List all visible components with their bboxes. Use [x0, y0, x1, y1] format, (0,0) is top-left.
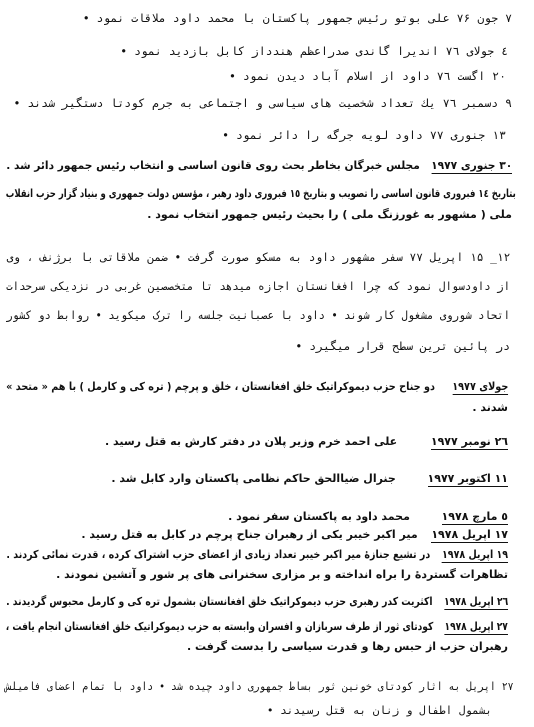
entry-date: ٢٦ اپریل ۱۹۷۸: [443, 595, 508, 608]
paragraph-line: بشمول اطفال و زنان به قتل رسیدند •: [266, 704, 492, 717]
entry-line: ۹ دسمبر ۷٦ یك تعداد شخصیت های سیاسی و اجتماعی به جرم کودتا دستگیر شدند •: [13, 96, 512, 110]
entry-line: رهبران حزب از حبس رها و قدرت سیاسی را بدست گرفت .: [186, 640, 508, 653]
entry-date: جولای ۱۹۷۷: [451, 380, 508, 393]
entry-date: ۳۰ جنوری ۱۹۷۷: [430, 159, 512, 172]
entry-text: میر اکبر خیبر یکی از رهبران جناح پرچم در کابل به قتل رسید .: [81, 528, 418, 541]
entry-row: [6, 378, 508, 395]
entry-text: کودتای ثور از طرف سربازان و افسران وابسته به حزب دیموکراتیک خلق افغانستان انجام یافت ،: [5, 620, 434, 633]
entry-row: [81, 526, 508, 543]
entry-line: بتاریخ ١٤ فبروری قانون اساسی را تصویب و بتاریخ ١٥ فبروری داود رهبر ، مؤسس دولت جمهوری و بنیاد گزار حزب انقلاب: [5, 187, 516, 200]
entry-date: ١١ اکتوبر ۱۹۷۷: [427, 472, 508, 485]
entry-row: [228, 508, 508, 525]
paragraph-line: از داودسوال نمود که چرا افغانستان اجازه میدهد تا متخصصین غربی در نزدیکی سرحدات: [6, 279, 510, 293]
entry-row: [6, 593, 508, 610]
entry-date: ٢٦ نومبر ۱۹۷۷: [430, 435, 508, 448]
entry-line: تظاهرات گستردهٔ را براه انداخته و بر مزاری سخنرانی های پر شور و آتشین نمودند .: [56, 568, 508, 581]
entry-row: [6, 546, 508, 563]
paragraph-line: ۲۷ اپریل به اثار کودتای خونین ثور بساط جمهوری داود چیده شد • داود با تمام اعضای فامیلش: [5, 680, 514, 693]
entry-line: ٤ جولای ۷٦ اندیرا گاندی صدراعظم هندداز کابل بازدید نمود •: [120, 44, 508, 58]
paragraph-line: ۱۲_ ۱۵ اپریل ۷۷ سفر مشهور داود به مسکو صورت گرفت • ضمن ملاقاتی با برژنف ، وی: [6, 250, 510, 264]
entry-date: ١٩ اپریل ۱۹۷۸: [441, 548, 508, 561]
entry-row: [6, 618, 508, 635]
entry-line: ۱۳ جنوری ۷۷ داود لویه جرگه را دائر نمود •: [222, 128, 506, 142]
entry-row: [6, 157, 512, 174]
entry-text: جنرال ضیاالحق حاکم نظامی پاکستان وارد کابل شد .: [111, 472, 396, 485]
paragraph-line: در پائین ترین سطح قرار میگیرد •: [295, 339, 510, 353]
entry-text: دو جناح حزب دیموکراتیک خلق افغانستان ، خلق و پرچم ( تره کی و کارمل ) با هم « متحد »: [5, 380, 435, 393]
entry-line: ملی ( مشهور به غورزنگ ملی ) را بحیث رئیس جمهور انتخاب نمود .: [147, 208, 512, 221]
entry-date: ١٧ اپریل ۱۹۷۸: [431, 528, 508, 541]
entry-text: اکثریت کدر رهبری حزب دیموکراتیک خلق افغانستان بشمول تره کی و کارمل محبوس گردیدند .: [5, 595, 433, 608]
entry-text: مجلس خبرگان بخاطر بحث روی قانون اساسی و انتخاب رئیس جمهور دائر شد .: [5, 159, 420, 172]
entry-date: ٢٧ اپریل ۱۹۷۸: [444, 620, 508, 633]
entry-line: ۲۰ اگست ۷٦ داود از اسلام آباد دیدن نمود •: [229, 69, 506, 83]
entry-text: علی احمد خرم وزیر پلان در دفتر کارش به قتل رسید .: [104, 435, 398, 448]
entry-date: ٥ مارچ ۱۹۷۸: [441, 510, 508, 523]
paragraph-line: اتحاد شوروی مشغول کار شوند • داود با عصبانیت جلسه را ترک میکوید • روابط دو کشور: [6, 308, 510, 322]
entry-line: شدند .: [472, 401, 508, 414]
entry-row: [111, 470, 508, 487]
entry-text: در تشیع جنازهٔ میر اکبر خیبر تعداد زیادی از اعضای حزب اشتراک کرده ، قدرت نمائی کردند .: [6, 548, 431, 561]
entry-row: [105, 433, 508, 450]
entry-text: محمد داود به پاکستان سفر نمود .: [228, 510, 410, 523]
entry-line: ۷ جون ۷۶ علی بوتو رئیس جمهور پاکستان با محمد داود ملاقات نمود •: [82, 11, 512, 25]
